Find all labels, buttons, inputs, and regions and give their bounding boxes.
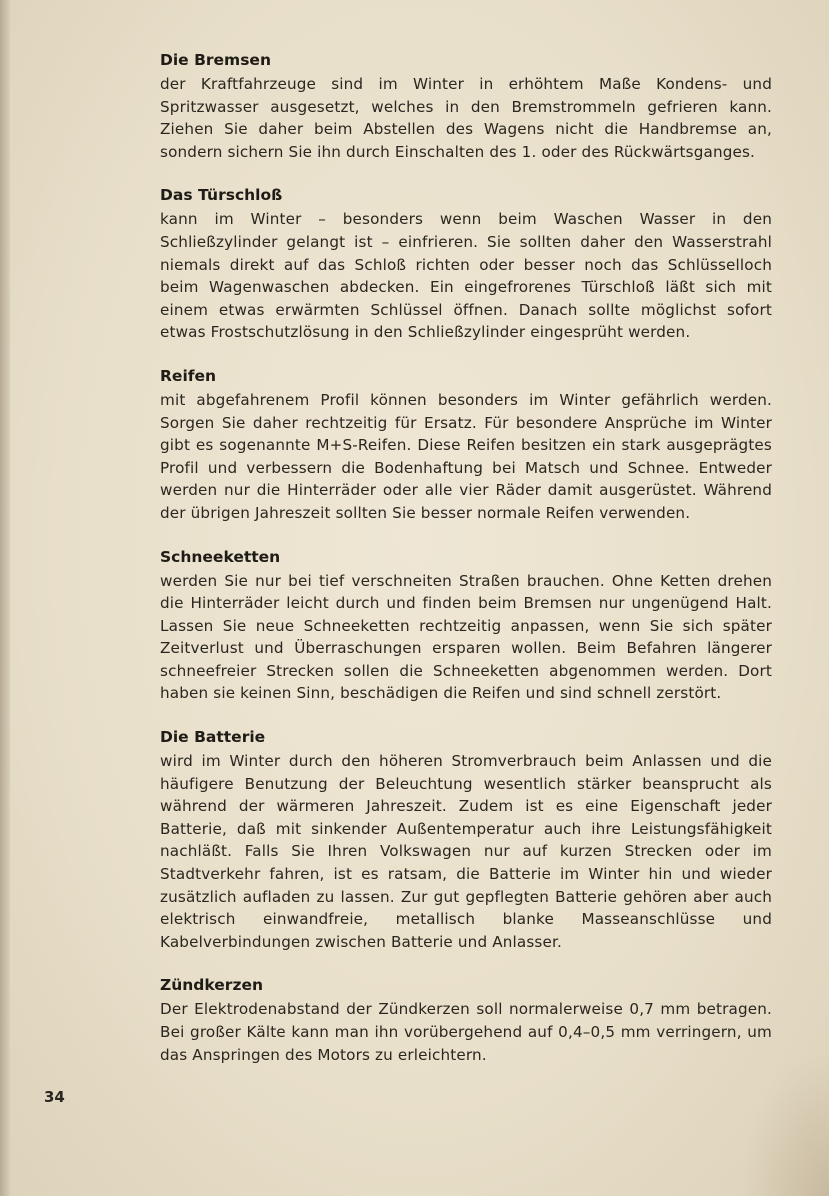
- section-bremsen: [160, 48, 772, 163]
- section-text: der Kraftfahrzeuge sind im Winter in erhöhtem Maße Kondens- und Spritzwasser ausgesetzt, welches in den Bremstrommeln gefrieren kann. Ziehen Sie daher beim Abstellen des Wagens nicht die Handbremse an, sondern sichern Sie ihn durch Einschalten des 1. oder des Rückwärtsganges.: [160, 75, 772, 161]
- section-tuerschloss: [160, 183, 772, 344]
- section-text: wird im Winter durch den höheren Stromverbrauch beim Anlassen und die häufigere Benutzung der Beleuchtung wesentlich stärker beansprucht als während der wärmeren Jahreszeit. Zudem ist es eine Eigenschaft jeder Batterie, daß mit sinkender Außentemperatur auch ihre Leistungsfähigkeit nachläßt. Falls Sie Ihren Volkswagen nur auf kurzen Strecken oder im Stadtverkehr fahren, ist es ratsam, die Batterie im Winter hin und wieder zusätzlich aufladen zu lassen. Zur gut gepflegten Batterie gehören aber auch elektrisch einwandfreie, metallisch blanke Masseanschlüsse und Kabelverbindungen zwischen Batterie und Anlasser.: [160, 752, 772, 951]
- section-heading: Zündkerzen: [160, 976, 264, 995]
- section-text: Der Elektrodenabstand der Zündkerzen soll normalerweise 0,7 mm betragen. Bei großer Kälte kann man ihn vorübergehend auf 0,4–0,5 mm verringern, um das Anspringen des Motors zu erleichtern.: [160, 1000, 772, 1064]
- section-schneeketten: [160, 545, 772, 706]
- page-content: [160, 48, 772, 1086]
- section-text: kann im Winter – besonders wenn beim Waschen Wasser in den Schließzylinder gelangt ist – einfrieren. Sie sollten daher den Wasserstrahl niemals direkt auf das Schloß richten oder besser noch das Schlüsselloch beim Wagenwaschen abdecken. Ein eingefrorenes Türschloß läßt sich mit einem etwas erwärmten Schlüssel öffnen. Danach sollte möglichst sofort etwas Frostschutzlösung in den Schließzylinder eingesprüht werden.: [160, 210, 772, 342]
- section-batterie: [160, 725, 772, 953]
- page-binding-edge: [0, 0, 10, 1196]
- section-text: werden Sie nur bei tief verschneiten Straßen brauchen. Ohne Ketten drehen die Hinterräder leicht durch und finden beim Bremsen nur ungenügend Halt. Lassen Sie neue Schneeketten rechtzeitig anpassen, wenn Sie sich später Zeitverlust und Überraschungen ersparen wollen. Beim Befahren längerer schneefreier Strecken sollen die Schneeketten abgenommen werden. Dort haben sie keinen Sinn, beschädigen die Reifen und sind schnell zerstört.: [160, 571, 772, 703]
- section-zuendkerzen: [160, 973, 772, 1066]
- section-heading: Schneeketten: [160, 547, 281, 566]
- section-text: mit abgefahrenem Profil können besonders im Winter gefährlich werden. Sorgen Sie daher rechtzeitig für Ersatz. Für besondere Ansprüche im Winter gibt es sogenannte M+S-Reifen. Diese Reifen besitzen ein stark ausgeprägtes Profil und verbessern die Bodenhaftung bei Matsch und Schnee. Entweder werden nur die Hinterräder oder alle vier Räder damit ausgerüstet. Während der übrigen Jahreszeit sollten Sie besser normale Reifen verwenden.: [160, 390, 772, 522]
- section-heading: Reifen: [160, 366, 217, 385]
- section-reifen: [160, 364, 772, 525]
- section-heading: Die Batterie: [160, 728, 266, 747]
- section-heading: Die Bremsen: [160, 51, 271, 69]
- page-number: 34: [44, 1088, 65, 1106]
- section-heading: Das Türschloß: [160, 186, 283, 205]
